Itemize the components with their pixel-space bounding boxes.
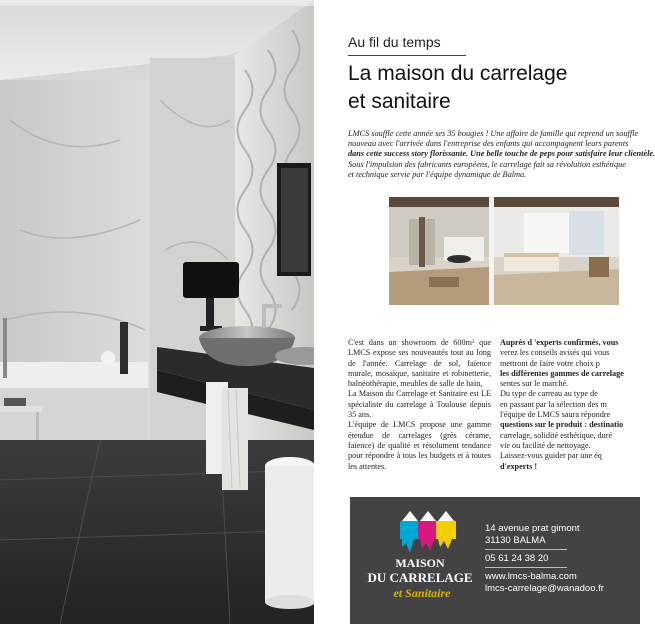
column-line: Auprès d 'experts confirmés, vous [500, 338, 619, 347]
column-line: l'équipe de LMCS saura répondre [500, 410, 611, 420]
column-line: questions sur le produit : destinatio [500, 420, 624, 430]
contact-box [350, 497, 640, 624]
intro-line: nouveau avec l'arrivée dans l'entreprise des enfants qui accompagnent leurs parents [348, 139, 629, 149]
website-link[interactable]: www.lmcs-balma.com [485, 571, 577, 582]
intro-line: dans cette success story florissante. Une belle touche de peps pour satisfaire leur clientèle. [348, 149, 655, 159]
article-title [348, 60, 628, 116]
logo-text-2: DU CARRELAGE [367, 570, 473, 585]
column-line: d'experts ! [500, 461, 538, 471]
address-line-2: 31130 BALMA [485, 535, 546, 546]
logo-text-1: MAISON [395, 556, 445, 570]
logo-text-3: et Sanitaire [393, 586, 451, 600]
article-kicker: Au fil du temps [348, 34, 441, 50]
title-line-2: et sanitaire [348, 90, 451, 113]
email-link[interactable]: lmcs-carrelage@wanadoo.fr [485, 583, 604, 594]
column-paragraph: C'est dans un showroom de 600m² que LMCS expose ses nouveautés tout au long de l'année. Carrelage de sol, faïence murale, mosaïque, sanitaire et robinetterie, balnéothérapie, meubles de salle de bain, [348, 338, 491, 389]
article-column-2 [500, 338, 650, 472]
article-intro [348, 129, 655, 180]
column-line: verez les conseils avisés qui vous [500, 348, 610, 358]
company-logo [358, 507, 478, 617]
column-line: carrelage, solidité esthétique, duré [500, 430, 613, 440]
divider [485, 549, 567, 550]
column-line: Laissez-vous guider par une éq [500, 451, 602, 461]
column-line: sentes sur le marché. [500, 379, 569, 389]
intro-line: et technique servie par l'équipe dynamique de Balma. [348, 169, 527, 179]
intro-line: LMCS souffle cette année ses 35 bougies ! Une affaire de famille qui reprend un souffle [348, 129, 639, 138]
article-column-1 [348, 338, 491, 472]
column-line: en passant par la sélection des m [500, 399, 607, 409]
column-line: les différentes gammes de carrelage [500, 368, 624, 378]
column-paragraph: L'équipe de LMCS propose une gamme étendue de carrelages (grès cérame, faïence) de qualité et résolument tendance pour répondre à tous les budgets et à toutes les attentes. [348, 420, 491, 471]
column-line: mettront de faire votre choix p [500, 358, 600, 368]
intro-line: Sous l'impulsion des fabricants européens, le carrelage fait sa révolution esthétique [348, 159, 626, 169]
title-line-1: La maison du carrelage [348, 62, 568, 85]
divider [485, 567, 567, 568]
article-page [314, 0, 655, 624]
column-line: Du type de carreau au type de [500, 389, 598, 399]
phone-number: 05 61 24 38 20 [485, 553, 549, 564]
column-line: vie ou facilité de nettoyage. [500, 440, 591, 450]
column-paragraph: La Maison du Carrelage et Sanitaire est LE spécialiste du carrelage à Toulouse depuis 35 ans. [348, 389, 491, 420]
contact-info [485, 523, 604, 595]
showroom-photo [389, 197, 619, 305]
kicker-underline [348, 55, 466, 56]
bathroom-photo [0, 0, 314, 624]
address-line-1: 14 avenue prat gimont [485, 523, 580, 534]
paint-drip-people-icon [400, 511, 456, 553]
